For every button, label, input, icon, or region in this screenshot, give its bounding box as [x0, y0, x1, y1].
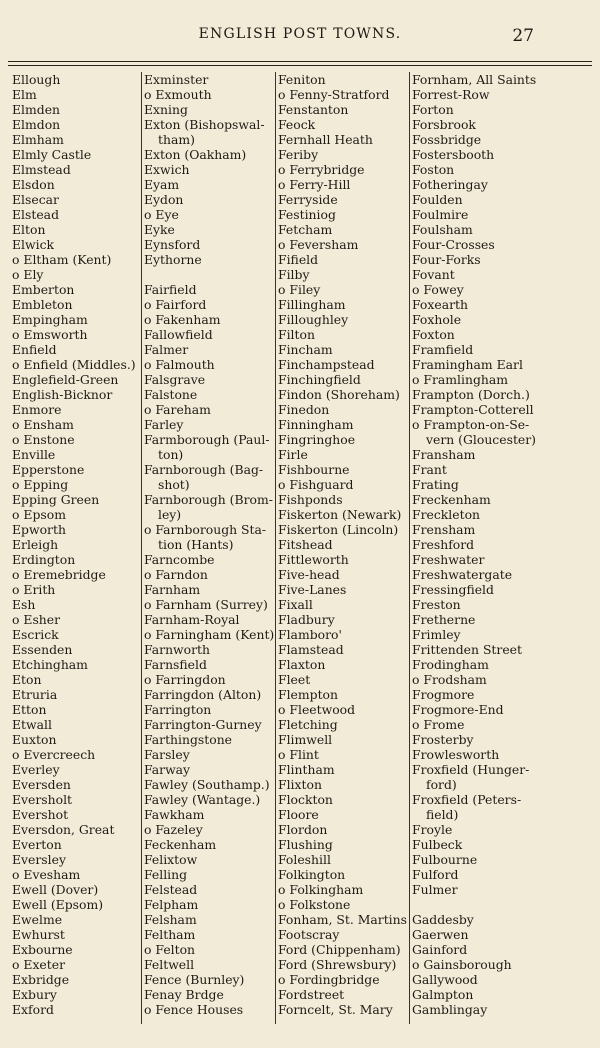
town-entry: Farmborough (Paul-	[144, 432, 270, 447]
town-entry: Ewhurst	[12, 927, 65, 942]
town-entry: o Farringdon	[144, 672, 226, 687]
town-entry: Folkington	[278, 867, 346, 882]
town-entry: Fittleworth	[278, 552, 349, 567]
town-entry: Ewelme	[12, 912, 63, 927]
town-entry: Epping Green	[12, 492, 100, 507]
page-title: ENGLISH POST TOWNS.	[198, 26, 402, 42]
town-entry: Farway	[144, 762, 191, 777]
town-entry: Fulmer	[412, 882, 458, 897]
town-entry: o Farnborough Sta-	[144, 522, 267, 537]
town-entry: Fossbridge	[412, 132, 482, 147]
town-entry: o Flint	[278, 747, 319, 762]
town-entry: Fawley (Southamp.)	[144, 777, 270, 792]
town-entry: Frosterby	[412, 732, 474, 747]
town-entry: Finchingfield	[278, 372, 361, 387]
town-entry: Felstead	[144, 882, 198, 897]
column-3	[278, 72, 408, 1024]
town-entry: Elstead	[12, 207, 59, 222]
town-entry: Farnborough (Bag-	[144, 462, 264, 477]
town-entry: tion (Hants)	[158, 537, 234, 552]
town-entry: o Eye	[144, 207, 179, 222]
town-entry: o Frodsham	[412, 672, 487, 687]
town-entry: Fenstanton	[278, 102, 349, 117]
town-entry: o Ferry-Hill	[278, 177, 351, 192]
town-entry: o Fairford	[144, 297, 207, 312]
town-entry: Fallowfield	[144, 327, 213, 342]
town-entry: Ford (Chippenham)	[278, 942, 401, 957]
town-entry: Felpham	[144, 897, 199, 912]
town-entry: Empingham	[12, 312, 88, 327]
town-entry: Fiskerton (Newark)	[278, 507, 402, 522]
column-4	[412, 72, 592, 1024]
town-entry: Farnworth	[144, 642, 210, 657]
town-entry: Fingringhoe	[278, 432, 356, 447]
town-entry: Fulbourne	[412, 852, 478, 867]
town-entry: o Fordingbridge	[278, 972, 380, 987]
town-entry: Filloughley	[278, 312, 349, 327]
town-entry: Frittenden Street	[412, 642, 522, 657]
town-entry: Four-Crosses	[412, 237, 495, 252]
town-entry: Englefield-Green	[12, 372, 119, 387]
town-entry: Farrington	[144, 702, 212, 717]
town-entry: Festiniog	[278, 207, 336, 222]
town-entry: Fleet	[278, 672, 311, 687]
town-entry: Freckleton	[412, 507, 481, 522]
town-entry: Elm	[12, 87, 37, 102]
town-entry: Exton (Bishopswal-	[144, 117, 265, 132]
town-entry: Froxfield (Peters-	[412, 792, 522, 807]
town-entry: Framfield	[412, 342, 474, 357]
town-entry: Foleshill	[278, 852, 331, 867]
town-entry: Eyam	[144, 177, 180, 192]
town-entry: Farley	[144, 417, 184, 432]
town-entry: Exbridge	[12, 972, 70, 987]
town-entry: o Farnham (Surrey)	[144, 597, 268, 612]
town-entry: Fitshead	[278, 537, 333, 552]
town-entry: Gallywood	[412, 972, 478, 987]
town-entry: o Emsworth	[12, 327, 88, 342]
town-entry: Frampton-Cotterell	[412, 402, 534, 417]
town-entry: Filton	[278, 327, 315, 342]
town-entry: Freshwatergate	[412, 567, 513, 582]
town-entry: Forrest-Row	[412, 87, 490, 102]
town-entry: o Fishguard	[278, 477, 354, 492]
town-entry: o Falmouth	[144, 357, 215, 372]
town-entry: Etchingham	[12, 657, 88, 672]
town-entry: Fence (Burnley)	[144, 972, 245, 987]
town-entry: Exton (Oakham)	[144, 147, 247, 162]
town-entry: Eversholt	[12, 792, 73, 807]
town-entry: Gamblingay	[412, 1002, 488, 1017]
town-entry: Elwick	[12, 237, 55, 252]
town-entry: Froyle	[412, 822, 453, 837]
town-entry: Four-Forks	[412, 252, 481, 267]
town-entry: Five-head	[278, 567, 340, 582]
town-entry: ley)	[158, 507, 182, 522]
town-entry: Feltwell	[144, 957, 195, 972]
town-entry: Five-Lanes	[278, 582, 347, 597]
town-entry: Foston	[412, 162, 455, 177]
town-entry: o Esher	[12, 612, 61, 627]
town-entry: Eythorne	[144, 252, 202, 267]
town-entry: Etwall	[12, 717, 52, 732]
town-entry: Fostersbooth	[412, 147, 495, 162]
town-entry: Eversdon, Great	[12, 822, 115, 837]
town-entry: Fetcham	[278, 222, 333, 237]
column-divider	[409, 72, 410, 1024]
town-entry: Fishbourne	[278, 462, 350, 477]
town-entry: o Exmouth	[144, 87, 212, 102]
town-entry: Fretherne	[412, 612, 476, 627]
town-entry: o Fowey	[412, 282, 464, 297]
town-entry: o Felton	[144, 942, 196, 957]
town-entry: o Fleetwood	[278, 702, 356, 717]
column-divider	[141, 72, 142, 1024]
town-entry: Flushing	[278, 837, 333, 852]
town-entry: Falsgrave	[144, 372, 206, 387]
town-entry: Forncelt, St. Mary	[278, 1002, 393, 1017]
town-entry: o Epping	[12, 477, 69, 492]
town-entry: Farncombe	[144, 552, 215, 567]
town-entry: Filby	[278, 267, 310, 282]
town-entry: Finchampstead	[278, 357, 375, 372]
page-number: 27	[512, 26, 534, 46]
town-entry: Esh	[12, 597, 36, 612]
town-entry: Farnsfield	[144, 657, 207, 672]
town-entry: Eyke	[144, 222, 175, 237]
town-entry: Fressingfield	[412, 582, 494, 597]
town-entry: Forton	[412, 102, 454, 117]
town-entry: Frogmore-End	[412, 702, 504, 717]
town-entry: o Folkingham	[278, 882, 364, 897]
town-entry: Flempton	[278, 687, 338, 702]
header-rule	[8, 61, 592, 62]
town-entry: Finedon	[278, 402, 330, 417]
town-entry: Freckenham	[412, 492, 491, 507]
town-entry: o Exeter	[12, 957, 65, 972]
town-entry: Freston	[412, 597, 461, 612]
town-entry: Exning	[144, 102, 188, 117]
town-entry: Foxhole	[412, 312, 462, 327]
town-entry: o Evercreech	[12, 747, 96, 762]
town-entry: Foulsham	[412, 222, 473, 237]
town-entry: Fawkham	[144, 807, 205, 822]
town-entry: Fletching	[278, 717, 338, 732]
town-entry: Foulden	[412, 192, 463, 207]
town-entry: o Gainsborough	[412, 957, 512, 972]
town-entry: Freshwater	[412, 552, 485, 567]
town-entry: Gainford	[412, 942, 468, 957]
town-entry: o Fence Houses	[144, 1002, 244, 1017]
town-entry: o Frampton-on-Se-	[412, 417, 530, 432]
town-entry: Etruria	[12, 687, 58, 702]
town-entry: Falstone	[144, 387, 198, 402]
town-entry: Ewell (Epsom)	[12, 897, 104, 912]
town-entry: Fairfield	[144, 282, 197, 297]
town-entry: Felixtow	[144, 852, 198, 867]
town-entry: Embleton	[12, 297, 73, 312]
town-entry: o Ensham	[12, 417, 74, 432]
town-entry: Enmore	[12, 402, 62, 417]
town-entry: o Feversham	[278, 237, 359, 252]
town-entry: Farsley	[144, 747, 190, 762]
town-entry: Fonham, St. Martins	[278, 912, 407, 927]
column-1	[12, 72, 140, 1024]
town-entry: Fornham, All Saints	[412, 72, 537, 87]
town-entry: Fillingham	[278, 297, 346, 312]
town-entry: o Farndon	[144, 567, 208, 582]
town-entry: Fixall	[278, 597, 313, 612]
town-entry: Framingham Earl	[412, 357, 523, 372]
town-entry: Frampton (Dorch.)	[412, 387, 530, 402]
town-entry: Farnham-Royal	[144, 612, 240, 627]
town-entry: Frensham	[412, 522, 476, 537]
town-entry: Elsdon	[12, 177, 55, 192]
town-entry: Farringdon (Alton)	[144, 687, 262, 702]
column-2	[144, 72, 274, 1024]
town-entry: Frowlesworth	[412, 747, 500, 762]
town-entry: Ford (Shrewsbury)	[278, 957, 397, 972]
town-entry: Findon (Shoreham)	[278, 387, 400, 402]
town-entry: Frating	[412, 477, 459, 492]
town-entry: Flaxton	[278, 657, 326, 672]
town-entry: Fiskerton (Lincoln)	[278, 522, 399, 537]
town-entry: Elmstead	[12, 162, 71, 177]
town-entry: o Epsom	[12, 507, 66, 522]
town-entry: Fifield	[278, 252, 319, 267]
town-entry: Fladbury	[278, 612, 335, 627]
town-entry: Elmly Castle	[12, 147, 92, 162]
town-entry: Exbury	[12, 987, 57, 1002]
town-entry: Exford	[12, 1002, 54, 1017]
town-entry: tham)	[158, 132, 195, 147]
town-entry: field)	[426, 807, 459, 822]
town-entry: o Evesham	[12, 867, 81, 882]
town-entry: Eversden	[12, 777, 71, 792]
town-entry: Fovant	[412, 267, 455, 282]
town-entry: Freshford	[412, 537, 475, 552]
town-entry: English-Bicknor	[12, 387, 113, 402]
town-entry: Eynsford	[144, 237, 201, 252]
town-entry: Farthingstone	[144, 732, 233, 747]
town-entry: Flamstead	[278, 642, 344, 657]
blank-line	[412, 897, 592, 912]
town-entry: Falmer	[144, 342, 189, 357]
town-entry: Elmham	[12, 132, 64, 147]
town-entry: Erdington	[12, 552, 76, 567]
town-entry: Flockton	[278, 792, 333, 807]
town-entry: Ellough	[12, 72, 61, 87]
town-entry: o Farningham (Kent)	[144, 627, 275, 642]
town-entry: o Ely	[12, 267, 44, 282]
town-entry: Feltham	[144, 927, 196, 942]
town-entry: Feriby	[278, 147, 319, 162]
town-entry: Fawley (Wantage.)	[144, 792, 261, 807]
town-entry: o Folkstone	[278, 897, 351, 912]
post-town-columns	[8, 72, 592, 1024]
town-entry: Froxfield (Hunger-	[412, 762, 530, 777]
town-entry: Fishponds	[278, 492, 343, 507]
town-entry: Enfield	[12, 342, 57, 357]
town-entry: Fincham	[278, 342, 333, 357]
town-entry: Firle	[278, 447, 308, 462]
town-entry: Flordon	[278, 822, 328, 837]
town-entry: Fenay Brdge	[144, 987, 224, 1002]
town-entry: o Eltham (Kent)	[12, 252, 112, 267]
town-entry: Euxton	[12, 732, 57, 747]
town-entry: o Enstone	[12, 432, 75, 447]
town-entry: o Filey	[278, 282, 321, 297]
town-entry: Fotheringay	[412, 177, 488, 192]
town-entry: Evershot	[12, 807, 69, 822]
town-entry: Ewell (Dover)	[12, 882, 99, 897]
town-entry: Gaerwen	[412, 927, 469, 942]
town-entry: o Frome	[412, 717, 465, 732]
town-entry: Elmden	[12, 102, 61, 117]
header-rule-thin	[8, 65, 592, 66]
town-entry: Eton	[12, 672, 42, 687]
town-entry: Emberton	[12, 282, 75, 297]
town-entry: Flintham	[278, 762, 335, 777]
town-entry: o Ferrybridge	[278, 162, 365, 177]
town-entry: Erleigh	[12, 537, 59, 552]
town-entry: Elsecar	[12, 192, 59, 207]
town-entry: Flimwell	[278, 732, 333, 747]
town-entry: Fernhall Heath	[278, 132, 373, 147]
town-entry: Fransham	[412, 447, 476, 462]
town-entry: Foxearth	[412, 297, 468, 312]
town-entry: o Fenny-Stratford	[278, 87, 390, 102]
town-entry: Felsham	[144, 912, 197, 927]
town-entry: Elton	[12, 222, 46, 237]
town-entry: o Fareham	[144, 402, 211, 417]
town-entry: o Eremebridge	[12, 567, 106, 582]
town-entry: Epperstone	[12, 462, 85, 477]
town-entry: Frimley	[412, 627, 461, 642]
town-entry: Farrington-Gurney	[144, 717, 262, 732]
town-entry: Ferryside	[278, 192, 338, 207]
town-entry: Floore	[278, 807, 319, 822]
town-entry: o Enfield (Middles.)	[12, 357, 136, 372]
town-entry: Flamboro'	[278, 627, 342, 642]
town-entry: Fordstreet	[278, 987, 345, 1002]
town-entry: Everton	[12, 837, 62, 852]
town-entry: Footscray	[278, 927, 340, 942]
town-entry: Felling	[144, 867, 188, 882]
town-entry: Fulford	[412, 867, 459, 882]
town-entry: Exminster	[144, 72, 209, 87]
blank-line	[144, 267, 274, 282]
town-entry: Gaddesby	[412, 912, 474, 927]
town-entry: Etton	[12, 702, 47, 717]
town-entry: Galmpton	[412, 987, 474, 1002]
town-entry: Eversley	[12, 852, 66, 867]
town-entry: Escrick	[12, 627, 59, 642]
town-entry: Feniton	[278, 72, 326, 87]
town-entry: Flixton	[278, 777, 322, 792]
town-entry: Elmdon	[12, 117, 61, 132]
town-entry: Farnham	[144, 582, 201, 597]
town-entry: ford)	[426, 777, 457, 792]
town-entry: o Fakenham	[144, 312, 221, 327]
column-divider	[275, 72, 276, 1024]
town-entry: Farnborough (Brom-	[144, 492, 273, 507]
town-entry: o Framlingham	[412, 372, 509, 387]
town-entry: o Erith	[12, 582, 56, 597]
running-header	[0, 26, 600, 50]
town-entry: Eydon	[144, 192, 184, 207]
town-entry: Fulbeck	[412, 837, 463, 852]
town-entry: Forsbrook	[412, 117, 476, 132]
town-entry: Essenden	[12, 642, 73, 657]
town-entry: Epworth	[12, 522, 66, 537]
town-entry: Exwich	[144, 162, 190, 177]
town-entry: Feock	[278, 117, 316, 132]
town-entry: Foulmire	[412, 207, 469, 222]
town-entry: Everley	[12, 762, 60, 777]
town-entry: shot)	[158, 477, 190, 492]
town-entry: Exbourne	[12, 942, 73, 957]
town-entry: Feckenham	[144, 837, 217, 852]
town-entry: Frogmore	[412, 687, 475, 702]
town-entry: Foxton	[412, 327, 455, 342]
town-entry: Enville	[12, 447, 56, 462]
town-entry: o Fazeley	[144, 822, 203, 837]
town-entry: vern (Gloucester)	[426, 432, 537, 447]
town-entry: ton)	[158, 447, 184, 462]
town-entry: Frodingham	[412, 657, 489, 672]
town-entry: Frant	[412, 462, 447, 477]
town-entry: Finningham	[278, 417, 354, 432]
